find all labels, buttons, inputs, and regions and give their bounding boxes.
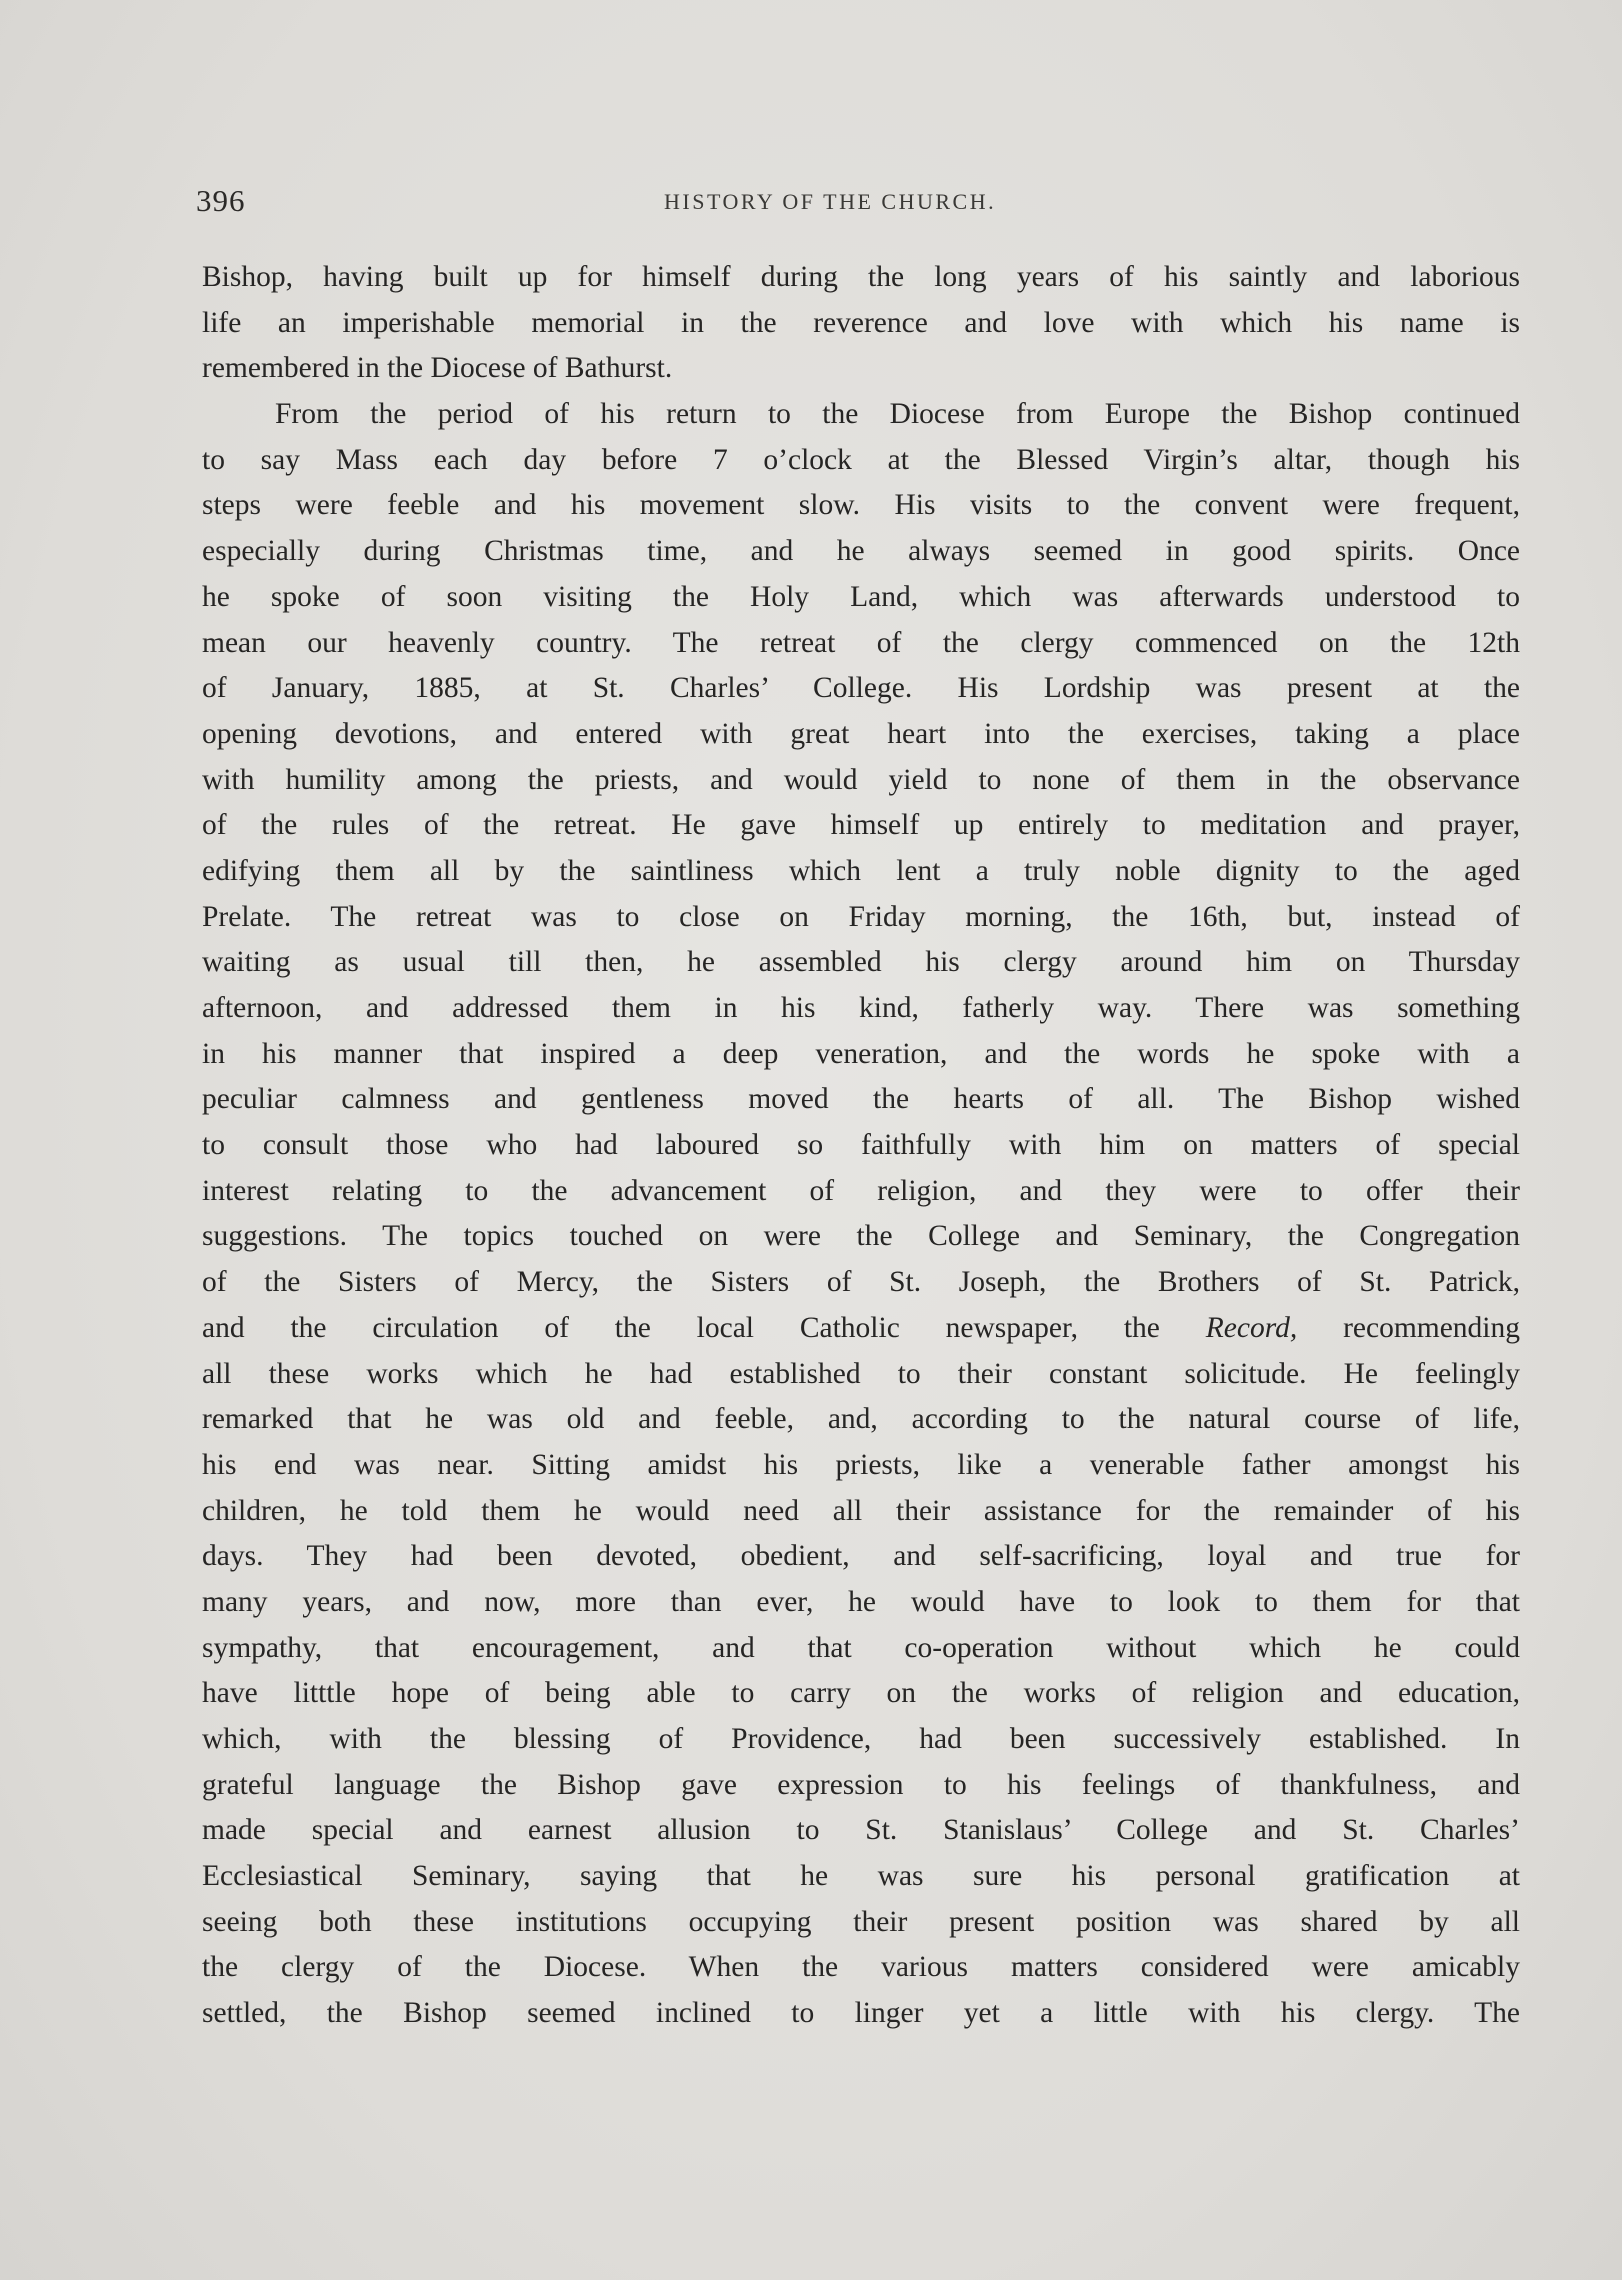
text-line: waiting as usual till then, he assembled his clergy around him on Thursday (202, 946, 1520, 979)
text-line: remembered in the Diocese of Bathurst. (202, 352, 673, 385)
text-line: have litttle hope of being able to carry on the works of religion and education, (202, 1677, 1520, 1710)
text-line: all these works which he had established to their constant solicitude. He feelingly (202, 1357, 1520, 1390)
text-line: Prelate. The retreat was to close on Friday morning, the 16th, but, instead of (202, 900, 1520, 933)
text-line: many years, and now, more than ever, he would have to look to them for that (202, 1585, 1520, 1618)
text-segment: recommending (1343, 1311, 1520, 1344)
text-line: which, with the blessing of Providence, had been successively established. In (202, 1723, 1520, 1755)
text-line: grateful language the Bishop gave expression to his feelings of thankfulness, and (202, 1768, 1520, 1801)
text-line: afternoon, and addressed them in his kind, fatherly way. There was something (202, 992, 1520, 1024)
text-line: especially during Christmas time, and he always seemed in good spirits. Once (202, 535, 1520, 568)
text-line: he spoke of soon visiting the Holy Land, which was afterwards understood to (202, 580, 1520, 613)
text-line: suggestions. The topics touched on were the College and Seminary, the Congregation (202, 1220, 1520, 1253)
text-line: to say Mass each day before 7 o’clock at the Blessed Virgin’s altar, though his (202, 443, 1520, 476)
text-line: opening devotions, and entered with great heart into the exercises, taking a place (202, 717, 1520, 750)
text-line: of the rules of the retreat. He gave himself up entirely to meditation and prayer, (202, 809, 1520, 842)
body-text (202, 255, 1520, 2037)
text-line: interest relating to the advancement of religion, and they were to offer their (202, 1174, 1520, 1207)
text-line: in his manner that inspired a deep veneration, and the words he spoke with a (202, 1037, 1520, 1070)
text-line: mean our heavenly country. The retreat of the clergy commenced on the 12th (202, 626, 1520, 659)
text-line: his end was near. Sitting amidst his priests, like a venerable father amongst his (202, 1448, 1520, 1481)
text-line-with-italic (202, 1306, 1520, 1352)
text-line: made special and earnest allusion to St. Stanislaus’ College and St. Charles’ (202, 1814, 1520, 1847)
running-head: HISTORY OF THE CHURCH. (664, 189, 997, 214)
text-line: edifying them all by the saintliness which lent a truly noble dignity to the aged (202, 854, 1520, 887)
text-line: of January, 1885, at St. Charles’ College. His Lordship was present at the (202, 672, 1520, 705)
page-number: 396 (196, 183, 246, 218)
page-header (196, 183, 1521, 223)
text-line: steps were feeble and his movement slow. His visits to the convent were frequent, (202, 489, 1520, 522)
newspaper-title: Record, (1205, 1311, 1298, 1344)
text-line: of the Sisters of Mercy, the Sisters of St. Joseph, the Brothers of St. Patrick, (202, 1266, 1520, 1299)
text-line: peculiar calmness and gentleness moved the hearts of all. The Bishop wished (202, 1083, 1520, 1116)
text-line: the clergy of the Diocese. When the various matters considered were amicably (202, 1951, 1520, 1984)
text-line: seeing both these institutions occupying their present position was shared by all (202, 1905, 1520, 1938)
text-line: life an imperishable memorial in the reverence and love with which his name is (202, 306, 1520, 339)
text-line: settled, the Bishop seemed inclined to linger yet a little with his clergy. The (202, 1997, 1520, 2030)
text-line: with humility among the priests, and would yield to none of them in the observance (202, 763, 1520, 796)
text-line: sympathy, that encouragement, and that co-operation without which he could (202, 1631, 1520, 1664)
text-line: days. They had been devoted, obedient, and self-sacrificing, loyal and true for (202, 1540, 1520, 1573)
text-line: children, he told them he would need all their assistance for the remainder of his (202, 1494, 1520, 1527)
text-line: From the period of his return to the Diocese from Europe the Bishop continued (275, 398, 1520, 431)
text-line: to consult those who had laboured so faithfully with him on matters of special (202, 1129, 1520, 1162)
text-line: Bishop, having built up for himself during the long years of his saintly and laborious (202, 261, 1520, 293)
text-line: remarked that he was old and feeble, and, according to the natural course of life, (202, 1403, 1520, 1436)
text-line: Ecclesiastical Seminary, saying that he was sure his personal gratification at (202, 1860, 1520, 1893)
text-segment: and the circulation of the local Catholic newspaper, the (202, 1311, 1160, 1344)
